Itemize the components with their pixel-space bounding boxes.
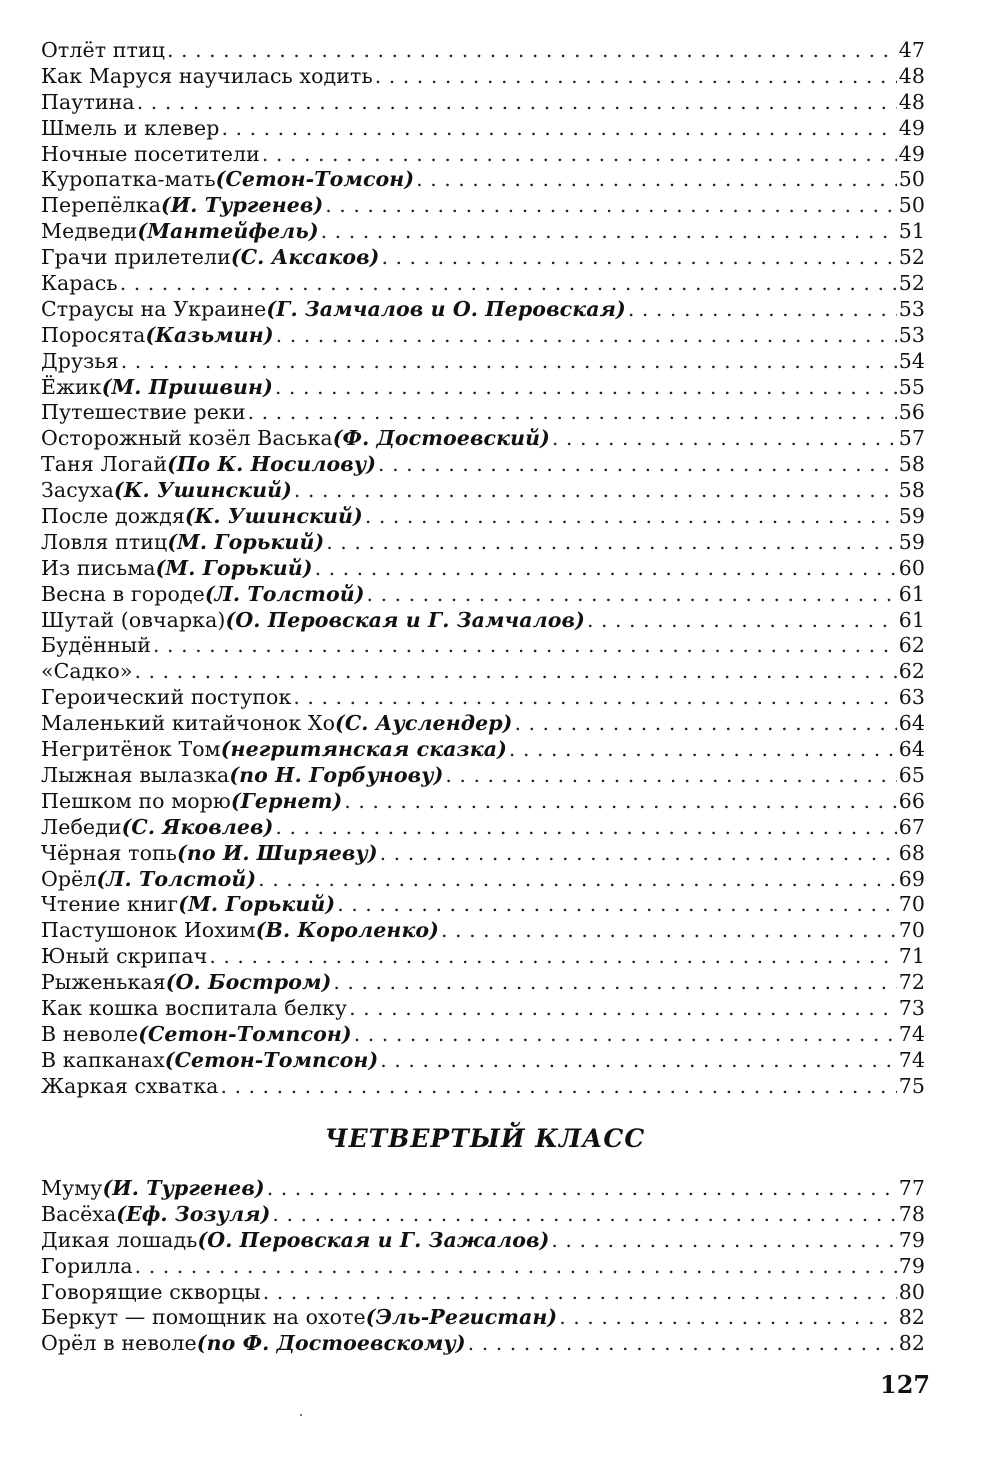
dot-leader: [468, 1331, 897, 1357]
dot-leader: [552, 426, 897, 452]
entry-page: 70: [898, 892, 925, 917]
entry-author: (О. Бостром): [165, 970, 332, 995]
entry-page: 65: [898, 762, 925, 787]
entry-title: Друзья: [41, 348, 119, 373]
dot-leader: [559, 1305, 896, 1331]
entry-title: Чёрная топь: [41, 840, 178, 865]
dot-leader: [153, 633, 897, 659]
dot-leader: [354, 1022, 897, 1048]
dot-leader: [267, 1176, 897, 1202]
entry-author: (М. Горький): [155, 555, 313, 580]
toc-entry: [41, 1048, 925, 1074]
entry-page: 74: [898, 1021, 925, 1046]
entry-author: (О. Перовская и Г. Зажалов): [197, 1227, 550, 1252]
dot-leader: [441, 918, 897, 944]
entry-page: 48: [898, 89, 925, 114]
entry-author: (Ф. Достоевский): [332, 426, 550, 451]
toc-entry: [41, 867, 925, 893]
dot-leader: [337, 892, 896, 918]
entry-title: Ёжик: [41, 374, 102, 399]
dot-leader: [263, 1280, 897, 1306]
entry-title: Лебеди: [41, 814, 122, 839]
toc-entry: [41, 38, 925, 64]
toc-entry: [41, 763, 925, 789]
entry-page: 58: [898, 452, 925, 477]
entry-author: (И. Тургенев): [102, 1176, 265, 1200]
entry-page: 79: [898, 1253, 925, 1278]
entry-author: (С. Ауслендер): [335, 711, 513, 736]
page-number: 127: [880, 1370, 931, 1399]
entry-author: (по И. Ширяеву): [177, 840, 378, 865]
toc-entry: [41, 789, 925, 815]
entry-title: После дождя: [41, 504, 185, 529]
dot-leader: [209, 944, 896, 970]
entry-title: Куропатка-мать: [41, 167, 216, 192]
entry-title: Из письма: [41, 555, 156, 580]
entry-page: 71: [898, 944, 925, 969]
toc-entry: [41, 64, 925, 90]
dot-leader: [167, 38, 897, 64]
entry-page: 55: [898, 374, 925, 399]
entry-title: Горилла: [41, 1253, 133, 1278]
entry-title: Путешествие реки: [41, 400, 246, 425]
entry-page: 64: [898, 711, 925, 736]
entry-page: 53: [898, 296, 925, 321]
toc-entry: [41, 996, 925, 1022]
toc-entry: [41, 556, 925, 582]
entry-page: 77: [898, 1176, 925, 1200]
entry-page: 59: [898, 504, 925, 529]
dot-leader: [509, 737, 897, 763]
entry-author: (В. Короленко): [255, 918, 439, 943]
toc-entry: [41, 841, 925, 867]
dot-leader: [380, 1048, 896, 1074]
dot-leader: [134, 659, 896, 685]
toc-entry: [41, 582, 925, 608]
entry-author: (негритянская сказка): [220, 737, 507, 762]
entry-author: (Сетон-Томпсон): [164, 1047, 379, 1072]
toc-entry: [41, 116, 925, 142]
entry-author: (Мантейфель): [137, 219, 319, 244]
toc-entry: [41, 1305, 925, 1331]
entry-title: Весна в городе: [41, 581, 205, 606]
entry-title: Жаркая схватка: [41, 1073, 219, 1098]
entry-title: Карась: [41, 271, 118, 296]
entry-title: Муму: [41, 1176, 103, 1200]
entry-author: (К. Ушинский): [184, 504, 363, 529]
dot-leader: [344, 789, 896, 815]
toc-list-fourth-grade: [41, 1176, 925, 1357]
entry-title: Рыженькая: [41, 970, 166, 995]
entry-title: Как Маруся научилась ходить: [41, 63, 373, 88]
entry-page: 48: [898, 63, 925, 88]
toc-entry: [41, 737, 925, 763]
entry-author: (Эль-Регистан): [365, 1305, 558, 1330]
toc-entry: [41, 452, 925, 478]
entry-author: (по Н. Горбунову): [229, 762, 444, 787]
entry-page: 73: [898, 995, 925, 1020]
entry-page: 63: [898, 685, 925, 710]
entry-page: 54: [898, 348, 925, 373]
entry-page: 52: [898, 245, 925, 270]
entry-title: Грачи прилетели: [41, 245, 231, 270]
toc-entry: [41, 944, 925, 970]
toc-entry: [41, 1022, 925, 1048]
toc-entry: [41, 167, 925, 193]
toc-entry: [41, 271, 925, 297]
entry-page: 62: [898, 633, 925, 658]
entry-title: Васёха: [41, 1201, 117, 1226]
entry-title: Дикая лошадь: [41, 1227, 198, 1252]
toc-entry: [41, 892, 925, 918]
entry-title: Поросята: [41, 322, 146, 347]
entry-title: В неволе: [41, 1021, 139, 1046]
toc-list: [41, 38, 925, 1100]
entry-title: В капканах: [41, 1047, 165, 1072]
entry-page: 75: [898, 1073, 925, 1098]
entry-title: Засуха: [41, 478, 114, 503]
dot-leader: [121, 349, 897, 375]
entry-author: (С. Яковлев): [121, 814, 274, 839]
toc-entry: [41, 633, 925, 659]
entry-page: 49: [898, 141, 925, 166]
entry-page: 60: [898, 555, 925, 580]
dot-leader: [628, 297, 897, 323]
entry-page: 78: [898, 1201, 925, 1226]
entry-author: (Гернет): [230, 788, 343, 813]
entry-author: (Сетон-Томпсон): [138, 1021, 352, 1046]
entry-author: (Казьмин): [145, 322, 274, 347]
dot-leader: [365, 504, 897, 530]
entry-author: (М. Горький): [167, 529, 325, 554]
entry-author: (Г. Замчалов и О. Перовская): [266, 296, 626, 321]
entry-page: 57: [898, 426, 925, 451]
entry-title: Негритёнок Том: [41, 737, 221, 762]
dot-leader: [135, 1254, 897, 1280]
entry-page: 56: [898, 400, 925, 425]
entry-author: (Сетон-Томсон): [215, 167, 415, 192]
entry-title: Орёл в неволе: [41, 1331, 197, 1356]
dot-leader: [248, 400, 897, 426]
entry-page: 50: [898, 193, 925, 218]
toc-entry: [41, 504, 925, 530]
dot-leader: [321, 219, 897, 245]
entry-author: (И. Тургенев): [161, 193, 324, 218]
entry-page: 79: [898, 1227, 925, 1252]
toc-entry: [41, 530, 925, 556]
entry-title: Орёл: [41, 866, 97, 891]
entry-title: Героический поступок: [41, 685, 292, 710]
toc-entry: [41, 659, 925, 685]
dot-leader: [378, 452, 897, 478]
entry-author: (по Ф. Достоевскому): [196, 1331, 466, 1356]
dot-leader: [137, 90, 897, 116]
entry-author: (С. Аксаков): [230, 245, 380, 270]
entry-title: Ловля птиц: [41, 529, 168, 554]
dot-leader: [262, 142, 897, 168]
entry-page: 53: [898, 322, 925, 347]
toc-entry: [41, 1280, 925, 1306]
toc-entry: [41, 1074, 925, 1100]
dot-leader: [120, 271, 897, 297]
entry-title: Лыжная вылазка: [41, 762, 230, 787]
toc-entry: [41, 1176, 925, 1202]
entry-title: Беркут — помощник на охоте: [41, 1305, 366, 1330]
entry-page: 80: [898, 1279, 925, 1304]
dot-leader: [380, 841, 897, 867]
toc-entry: [41, 349, 925, 375]
dot-leader: [294, 478, 897, 504]
toc-entry: [41, 219, 925, 245]
toc-entry: [41, 142, 925, 168]
toc-entry: [41, 1202, 925, 1228]
dot-leader: [276, 323, 897, 349]
toc-entry: [41, 1228, 925, 1254]
entry-author: (М. Пришвин): [101, 374, 273, 399]
entry-page: 74: [898, 1047, 925, 1072]
entry-page: 82: [898, 1305, 925, 1330]
entry-title: «Садко»: [41, 659, 133, 684]
dot-leader: [293, 685, 896, 711]
entry-page: 69: [898, 866, 925, 891]
entry-title: Отлёт птиц: [41, 38, 166, 62]
toc-entry: [41, 918, 925, 944]
entry-title: Пастушонок Иохим: [41, 918, 256, 943]
dot-leader: [326, 530, 896, 556]
entry-author: (М. Горький): [178, 892, 336, 917]
dot-leader: [315, 556, 897, 582]
entry-page: 82: [898, 1331, 925, 1356]
toc-entry: [41, 608, 925, 634]
entry-page: 66: [898, 788, 925, 813]
print-speck: [300, 1414, 302, 1416]
dot-leader: [258, 867, 897, 893]
toc-entry: [41, 323, 925, 349]
entry-title: Медведи: [41, 219, 138, 244]
entry-title: Как кошка воспитала белку: [41, 995, 348, 1020]
toc-entry: [41, 1331, 925, 1357]
dot-leader: [381, 245, 896, 271]
dot-leader: [375, 64, 897, 90]
entry-page: 70: [898, 918, 925, 943]
toc-entry: [41, 297, 925, 323]
entry-title: Говорящие скворцы: [41, 1279, 261, 1304]
dot-leader: [220, 1074, 896, 1100]
entry-author: (По К. Носилову): [167, 452, 377, 477]
entry-title: Паутина: [41, 89, 135, 114]
toc-entry: [41, 478, 925, 504]
toc-entry: [41, 1254, 925, 1280]
entry-author: (Л. Толстой): [96, 866, 257, 891]
toc-entry: [41, 400, 925, 426]
dot-leader: [272, 1202, 896, 1228]
entry-page: 61: [898, 607, 925, 632]
entry-page: 68: [898, 840, 925, 865]
dot-leader: [551, 1228, 896, 1254]
dot-leader: [416, 167, 897, 193]
entry-page: 59: [898, 529, 925, 554]
entry-title: Шутай (овчарка): [41, 607, 226, 632]
entry-page: 67: [898, 814, 925, 839]
entry-page: 62: [898, 659, 925, 684]
toc-entry: [41, 426, 925, 452]
entry-page: 61: [898, 581, 925, 606]
entry-title: Шмель и клевер: [41, 115, 220, 140]
entry-author: (Л. Толстой): [204, 581, 365, 606]
entry-page: 51: [898, 219, 925, 244]
toc-entry: [41, 193, 925, 219]
entry-title: Страусы на Украине: [41, 296, 267, 321]
entry-page: 58: [898, 478, 925, 503]
entry-author: (К. Ушинский): [113, 478, 292, 503]
entry-page: 49: [898, 115, 925, 140]
entry-title: Перепёлка: [41, 193, 162, 218]
dot-leader: [275, 815, 896, 841]
toc-entry: [41, 375, 925, 401]
toc-entry: [41, 245, 925, 271]
entry-author: (О. Перовская и Г. Замчалов): [225, 607, 585, 632]
dot-leader: [367, 582, 897, 608]
entry-title: Осторожный козёл Васька: [41, 426, 333, 451]
toc-entry: [41, 685, 925, 711]
dot-leader: [333, 970, 896, 996]
toc-entry: [41, 815, 925, 841]
dot-leader: [587, 608, 897, 634]
entry-page: 52: [898, 271, 925, 296]
entry-page: 47: [898, 38, 925, 62]
dot-leader: [349, 996, 897, 1022]
dot-leader: [222, 116, 897, 142]
entry-title: Таня Логай: [41, 452, 168, 477]
entry-title: Маленький китайчонок Хо: [41, 711, 336, 736]
section-heading: ЧЕТВЕРТЫЙ КЛАСС: [324, 1124, 646, 1153]
dot-leader: [325, 193, 896, 219]
toc-entry: [41, 90, 925, 116]
dot-leader: [275, 375, 897, 401]
entry-title: Чтение книг: [41, 892, 179, 917]
entry-page: 64: [898, 737, 925, 762]
entry-title: Ночные посетители: [41, 141, 260, 166]
entry-page: 50: [898, 167, 925, 192]
toc-entry: [41, 970, 925, 996]
entry-author: (Еф. Зозуля): [116, 1201, 271, 1226]
entry-title: Пешком по морю: [41, 788, 231, 813]
entry-title: Юный скрипач: [41, 944, 208, 969]
dot-leader: [445, 763, 896, 789]
entry-page: 72: [898, 970, 925, 995]
dot-leader: [514, 711, 896, 737]
toc-entry: [41, 711, 925, 737]
entry-title: Будённый: [41, 633, 151, 658]
